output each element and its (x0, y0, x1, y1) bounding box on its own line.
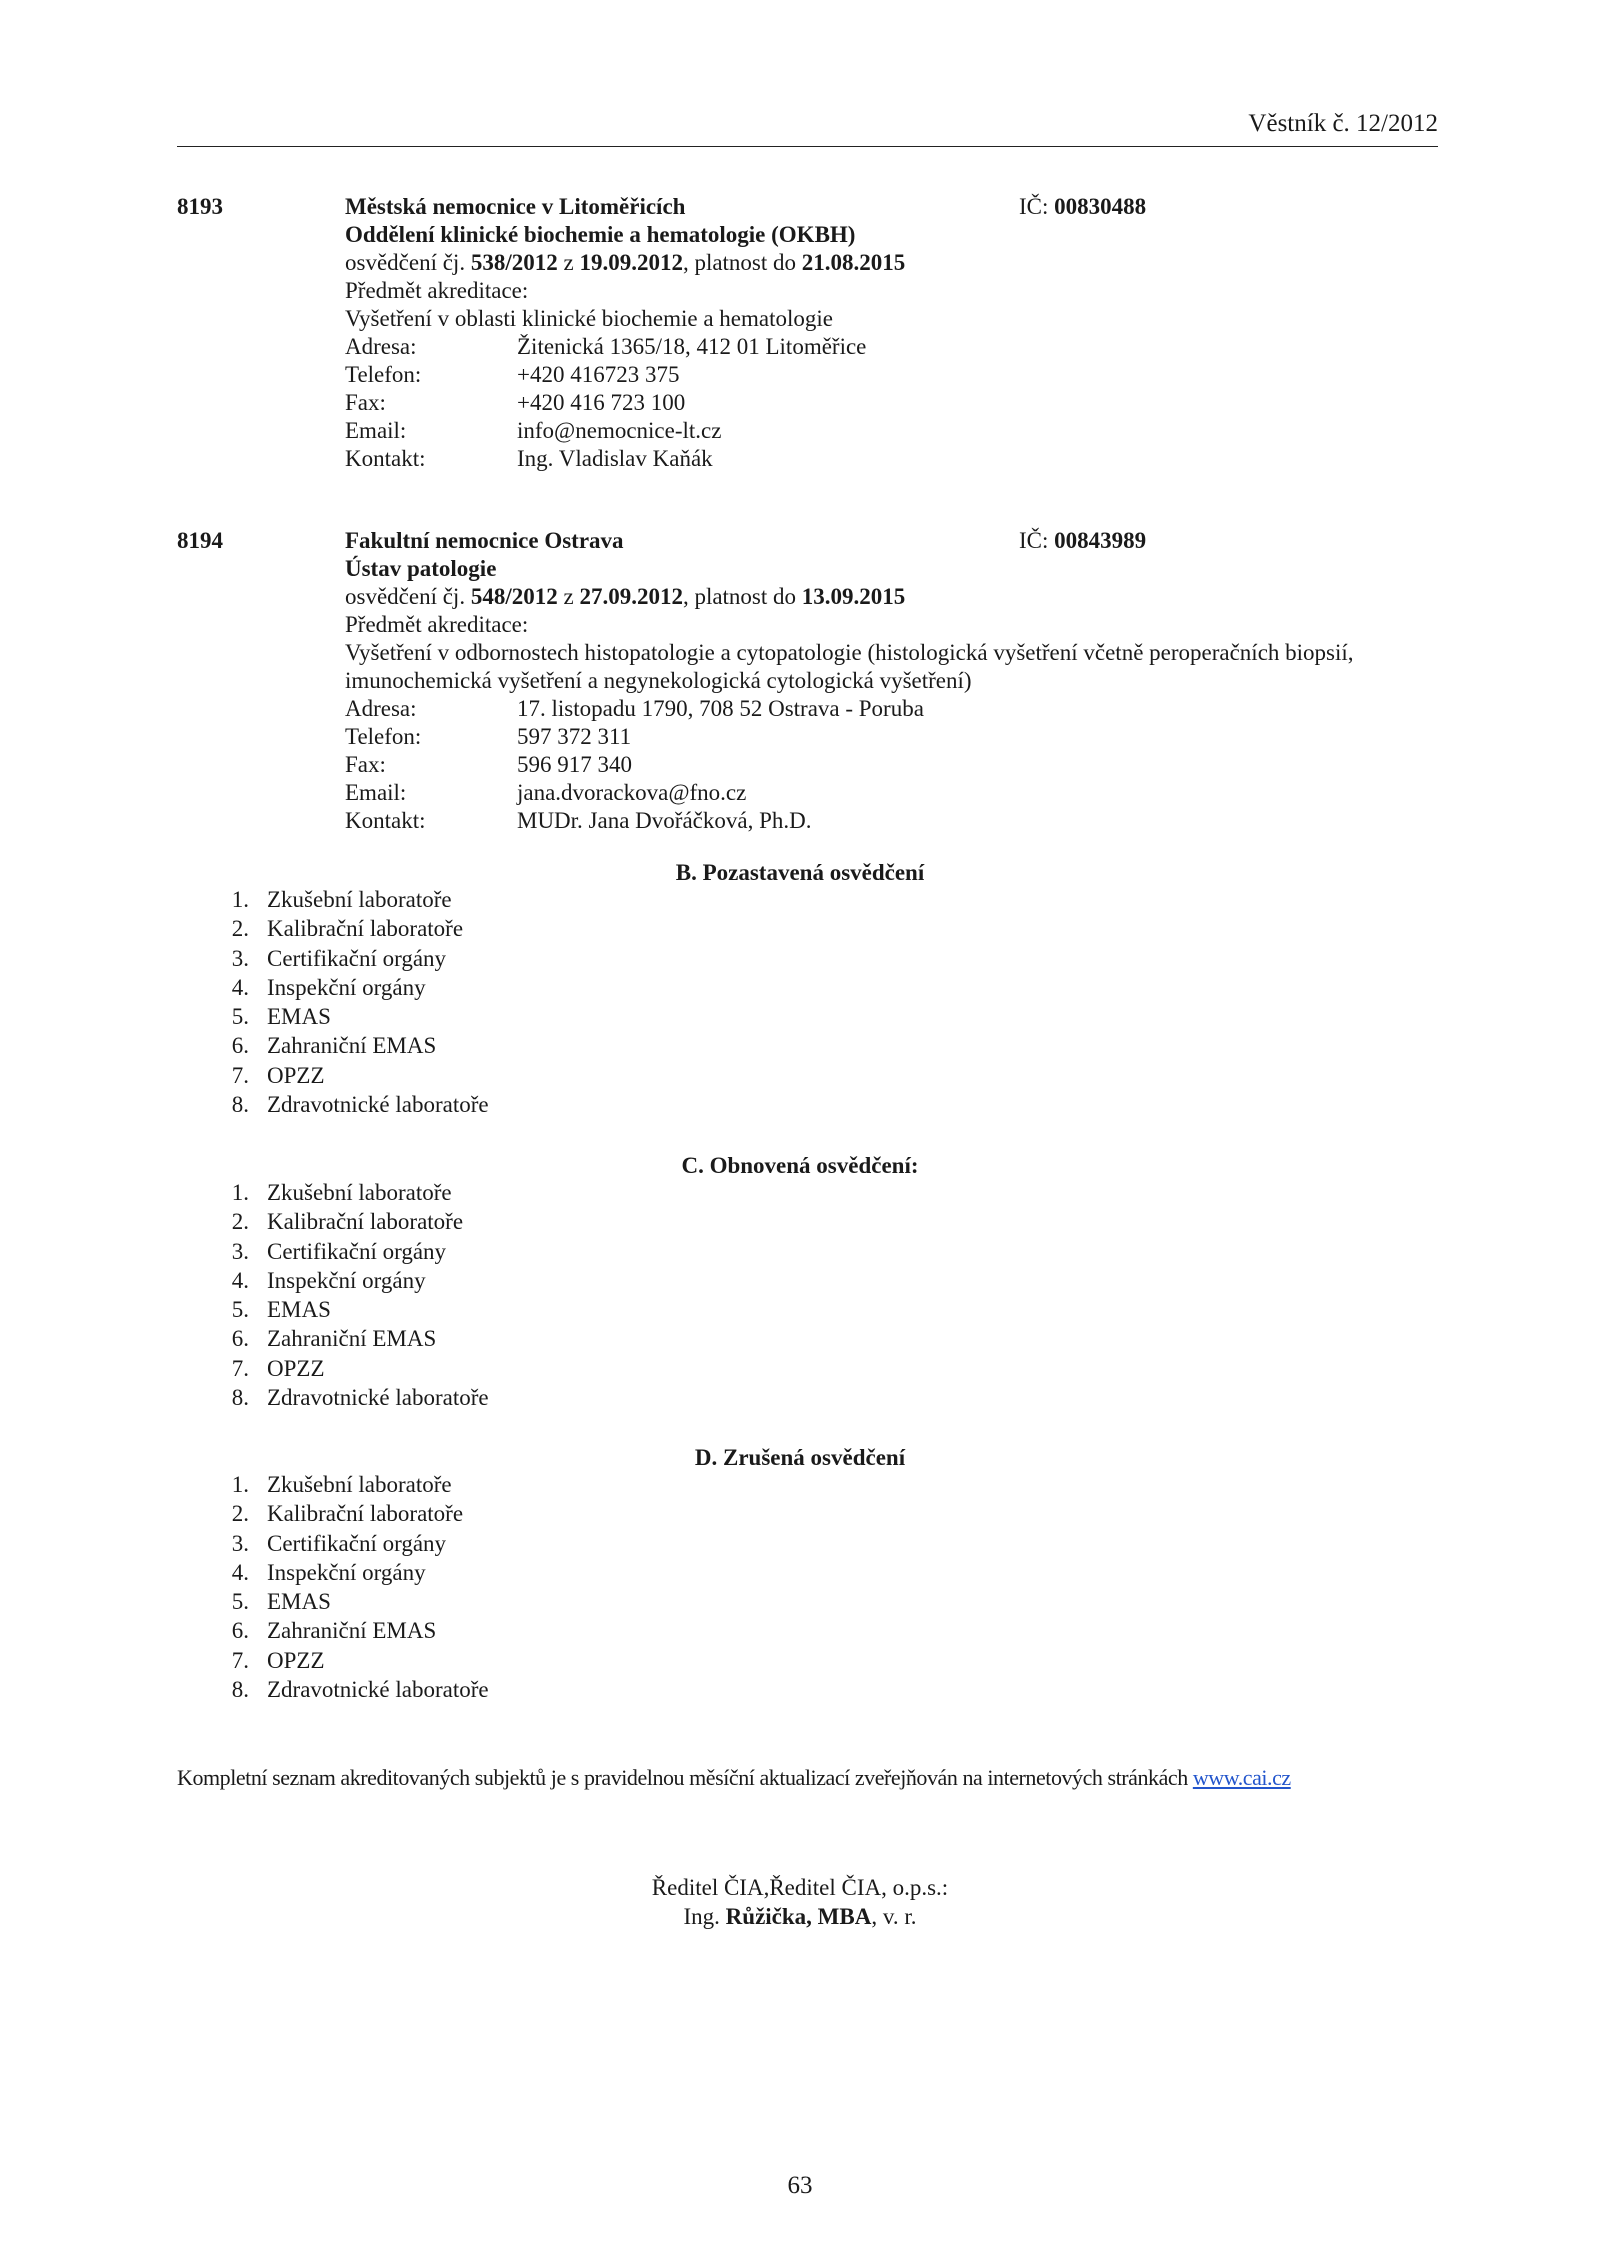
contact-row (345, 807, 1445, 835)
list-item (222, 1384, 489, 1413)
ic-label: IČ: (1019, 528, 1049, 553)
cert-valid-until: 13.09.2015 (801, 584, 906, 609)
list-item (222, 1676, 489, 1705)
item-label: Zkušební laboratoře (267, 1472, 452, 1497)
entry-number: 8193 (177, 194, 223, 219)
signatory-prefix: Ing. (683, 1904, 720, 1929)
list-item (222, 1617, 489, 1646)
ic-value: 00830488 (1054, 194, 1147, 219)
item-label: Inspekční orgány (267, 1267, 426, 1293)
entry-number: 8194 (177, 528, 223, 553)
contact-row (345, 751, 1445, 779)
item-label: Zahraniční EMAS (267, 1033, 437, 1059)
ic-label: IČ: (1019, 194, 1049, 219)
contact-row (345, 779, 1445, 807)
section-title: D. Zrušená osvědčení (694, 1445, 906, 1470)
item-label: Certifikační orgány (267, 945, 447, 971)
list-item (222, 1647, 489, 1676)
category-list (222, 886, 489, 1120)
item-label: Zdravotnické laboratoře (267, 1385, 489, 1411)
entry-body (345, 193, 1445, 473)
contact-value: 597 372 311 (517, 724, 632, 749)
cert-z: z (563, 250, 574, 275)
journal-issue-title: Věstník č. 12/2012 (1248, 110, 1438, 137)
list-item (222, 1530, 489, 1559)
item-number: 1. (231, 887, 249, 912)
item-number: 6. (231, 1618, 249, 1644)
list-item (222, 1325, 489, 1354)
item-label: Zahraniční EMAS (267, 1618, 437, 1644)
institution-name: Fakultní nemocnice Ostrava (345, 528, 624, 553)
subject-label: Předmět akreditace: (345, 612, 529, 637)
department-name: Oddělení klinické biochemie a hematologie (OKBH) (345, 222, 856, 247)
item-number: 2. (231, 916, 249, 942)
contact-row (345, 333, 1445, 361)
page-number: 63 (787, 2172, 813, 2199)
item-label: Kalibrační laboratoře (267, 1209, 464, 1235)
list-item (222, 886, 489, 915)
item-number: 2. (231, 1209, 249, 1235)
item-label: Zdravotnické laboratoře (267, 1677, 489, 1703)
contact-value: MUDr. Jana Dvořáčková, Ph.D. (517, 808, 812, 833)
cert-date: 19.09.2012 (579, 250, 683, 275)
contact-label: Telefon: (345, 724, 422, 749)
subject-label: Předmět akreditace: (345, 278, 529, 303)
ic-value: 00843989 (1054, 528, 1147, 553)
item-number: 4. (231, 1559, 249, 1585)
list-item (222, 1238, 489, 1267)
item-number: 7. (231, 1647, 249, 1673)
list-item (222, 1471, 489, 1500)
list-item (222, 1588, 489, 1617)
contact-row (345, 695, 1445, 723)
list-item (222, 945, 489, 974)
contact-label: Telefon: (345, 362, 422, 387)
item-number: 5. (231, 1004, 249, 1030)
item-number: 8. (231, 1385, 249, 1411)
cert-number: 538/2012 (470, 250, 558, 275)
item-number: 5. (231, 1297, 249, 1323)
item-number: 6. (231, 1033, 249, 1059)
item-label: Zkušební laboratoře (267, 1180, 452, 1205)
entry-body (345, 527, 1445, 835)
contact-label: Fax: (345, 752, 386, 777)
list-item (222, 1500, 489, 1529)
contact-label: Email: (345, 418, 407, 443)
cert-valid-until: 21.08.2015 (801, 250, 906, 275)
signatory-suffix: , v. r. (871, 1904, 917, 1929)
list-item (222, 1062, 489, 1091)
signatory-name: Růžička, MBA (725, 1904, 872, 1929)
institution-name: Městská nemocnice v Litoměřicích (345, 194, 686, 219)
item-label: Certifikační orgány (267, 1238, 447, 1264)
department-name: Ústav patologie (345, 556, 497, 581)
list-item (222, 1296, 489, 1325)
footer-note-text: Kompletní seznam akreditovaných subjektů je s pravidelnou měsíční aktualizací zveřejňován na internetových stránkách (177, 1765, 1188, 1790)
contact-label: Kontakt: (345, 808, 426, 833)
list-item (222, 1032, 489, 1061)
cert-z: z (563, 584, 574, 609)
list-item (222, 1355, 489, 1384)
contact-value: 17. listopadu 1790, 708 52 Ostrava - Poruba (517, 696, 924, 721)
item-number: 3. (231, 945, 249, 971)
item-number: 1. (231, 1472, 249, 1497)
item-label: Zahraniční EMAS (267, 1326, 437, 1352)
subject-text: Vyšetření v odbornostech histopatologie a cytopatologie (histologická vyšetření včetně peroperačních biopsií, imunochemická vyšetření a negynekologická cytologická vyšetření) (345, 640, 1354, 693)
item-label: EMAS (267, 1004, 331, 1030)
list-item (222, 974, 489, 1003)
contact-label: Adresa: (345, 334, 417, 359)
section-title: C. Obnovená osvědčení: (681, 1153, 919, 1178)
contact-row (345, 361, 1445, 389)
contact-value: Žitenická 1365/18, 412 01 Litoměřice (517, 334, 867, 359)
contact-value: Ing. Vladislav Kaňák (517, 446, 713, 471)
contact-row (345, 417, 1445, 445)
list-item (222, 1003, 489, 1032)
certificate-line (345, 249, 1445, 277)
contact-value: jana.dvorackova@fno.cz (517, 780, 747, 805)
item-label: Inspekční orgány (267, 1559, 426, 1585)
contact-label: Kontakt: (345, 446, 426, 471)
item-label: EMAS (267, 1589, 331, 1615)
contact-row (345, 723, 1445, 751)
contact-label: Fax: (345, 390, 386, 415)
contact-row (345, 389, 1445, 417)
item-number: 3. (231, 1238, 249, 1264)
signatory-title: Ředitel ČIA,Ředitel ČIA, o.p.s.: (651, 1875, 949, 1900)
item-number: 7. (231, 1062, 249, 1088)
subject-text: Vyšetření v oblasti klinické biochemie a hematologie (345, 306, 833, 331)
item-number: 3. (231, 1530, 249, 1556)
cai-website-link[interactable]: www.cai.cz (1192, 1765, 1291, 1790)
item-number: 8. (231, 1677, 249, 1703)
footer-note (177, 1764, 1438, 1792)
cert-validity-label: , platnost do (682, 584, 797, 609)
header-divider (177, 146, 1438, 147)
item-number: 4. (231, 1267, 249, 1293)
item-number: 4. (231, 974, 249, 1000)
item-label: Kalibrační laboratoře (267, 1501, 464, 1527)
cert-number: 548/2012 (470, 584, 558, 609)
list-item (222, 1267, 489, 1296)
signatory-name-line (0, 1903, 1600, 1932)
item-label: Kalibrační laboratoře (267, 916, 464, 942)
item-label: OPZZ (267, 1355, 325, 1381)
signature-block (0, 1874, 1600, 1932)
category-list (222, 1179, 489, 1413)
contact-label: Email: (345, 780, 407, 805)
cert-prefix: osvědčení čj. (345, 584, 466, 609)
item-label: EMAS (267, 1297, 331, 1323)
contact-value: info@nemocnice-lt.cz (517, 418, 722, 443)
item-label: Zdravotnické laboratoře (267, 1092, 489, 1118)
contact-value: +420 416 723 100 (517, 390, 686, 415)
item-label: Certifikační orgány (267, 1530, 447, 1556)
list-item (222, 1091, 489, 1120)
item-number: 8. (231, 1092, 249, 1118)
section-title: B. Pozastavená osvědčení (675, 860, 925, 885)
list-item (222, 1179, 489, 1208)
contact-value: 596 917 340 (517, 752, 632, 777)
item-number: 7. (231, 1355, 249, 1381)
contact-label: Adresa: (345, 696, 417, 721)
list-item (222, 1559, 489, 1588)
list-item (222, 1208, 489, 1237)
item-number: 2. (231, 1501, 249, 1527)
cert-prefix: osvědčení čj. (345, 250, 466, 275)
item-label: OPZZ (267, 1062, 325, 1088)
list-item (222, 915, 489, 944)
category-list (222, 1471, 489, 1705)
contact-value: +420 416723 375 (517, 362, 680, 387)
cert-date: 27.09.2012 (579, 584, 683, 609)
cert-validity-label: , platnost do (682, 250, 797, 275)
item-number: 6. (231, 1326, 249, 1352)
contact-row (345, 445, 1445, 473)
item-number: 1. (231, 1180, 249, 1205)
certificate-line (345, 583, 1445, 611)
item-label: Inspekční orgány (267, 974, 426, 1000)
item-number: 5. (231, 1589, 249, 1615)
item-label: OPZZ (267, 1647, 325, 1673)
item-label: Zkušební laboratoře (267, 887, 452, 912)
